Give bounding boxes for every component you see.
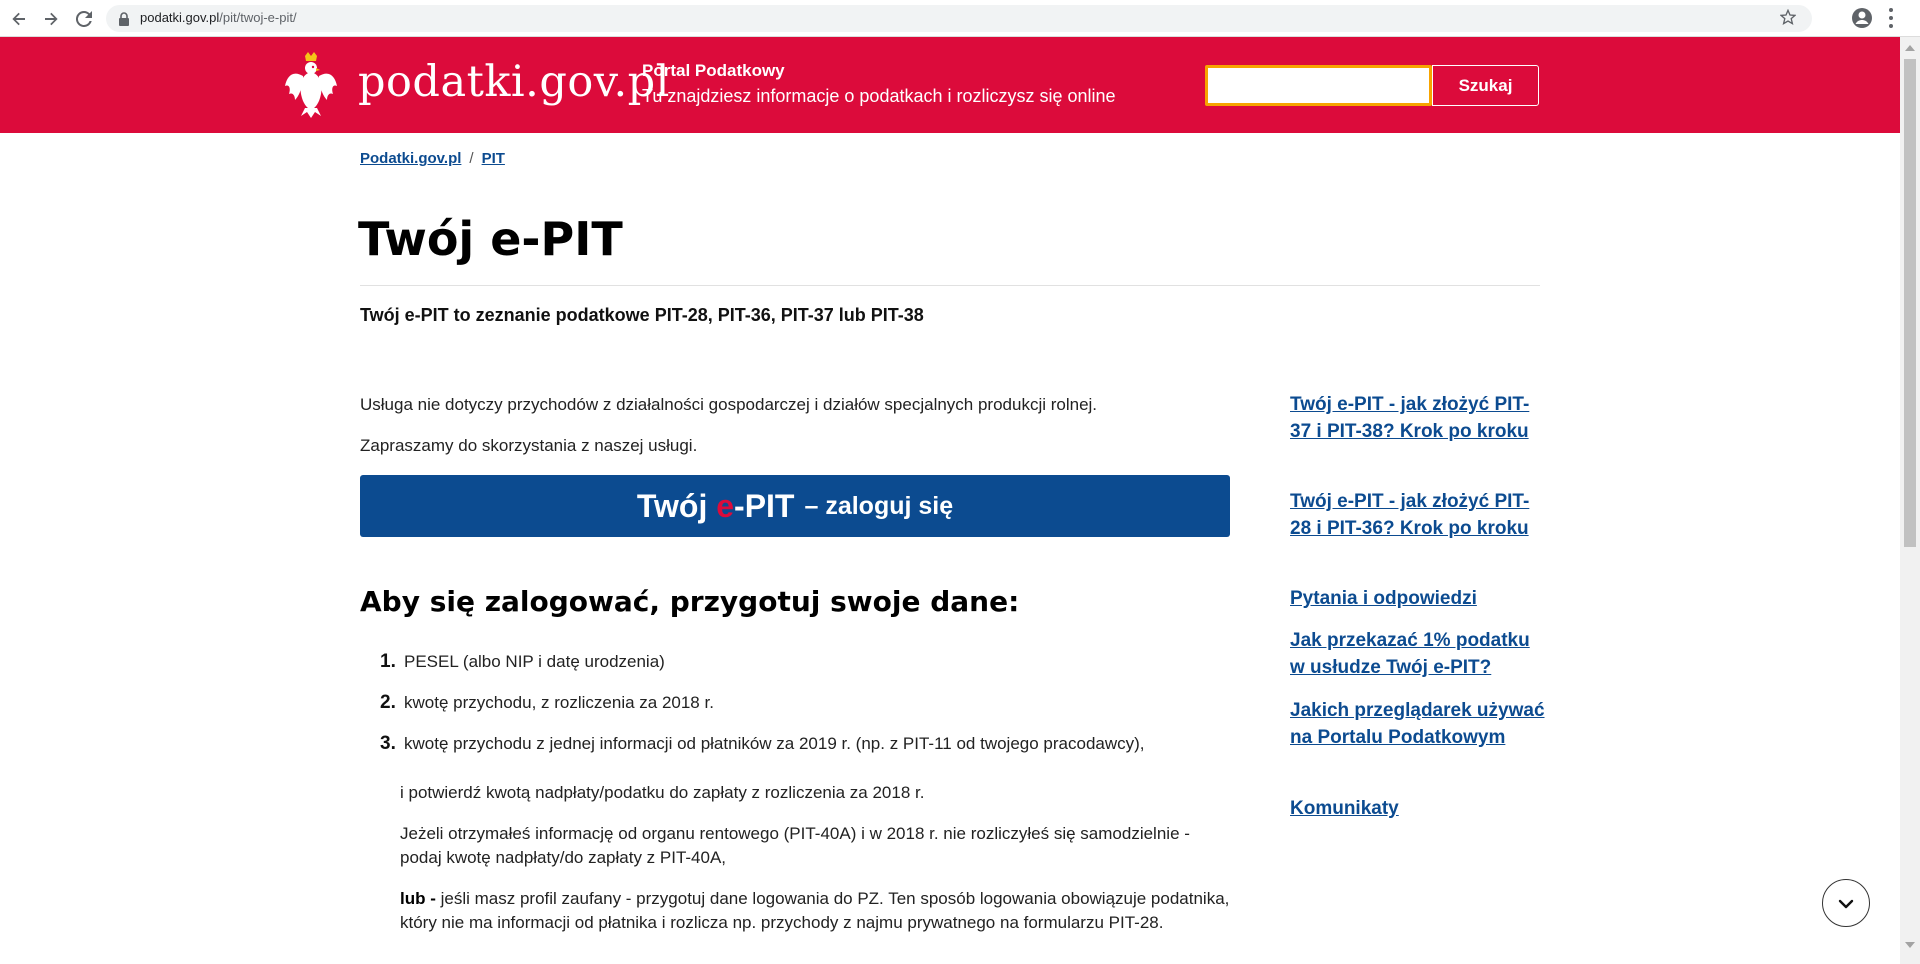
browser-toolbar bbox=[0, 0, 1920, 37]
breadcrumb-pit-link[interactable]: PIT bbox=[481, 150, 505, 167]
scroll-up-arrow[interactable] bbox=[1905, 45, 1915, 51]
chevron-down-icon bbox=[1838, 894, 1854, 913]
trusted-profile-note: lub - jeśli masz profil zaufany - przygotuj dane logowania do PZ. Ten sposób logowania obowiązuje podatnika, który nie ma informacji od płatnika i rozlicza np. przychody z najmu prywatnego na formularzu PIT-28. bbox=[400, 889, 1230, 932]
sidebar-link-pit28-guide[interactable]: Twój e-PIT - jak złożyć PIT-28 i PIT-36? Krok po kroku bbox=[1290, 491, 1530, 539]
portal-title: Portal Podatkowy bbox=[642, 61, 785, 80]
sidebar-link-pit37-guide[interactable]: Twój e-PIT - jak złożyć PIT-37 i PIT-38? Krok po kroku bbox=[1290, 394, 1530, 442]
search-button[interactable]: Szukaj bbox=[1432, 65, 1539, 106]
eagle-emblem-icon[interactable] bbox=[283, 52, 339, 118]
site-header bbox=[0, 37, 1900, 133]
page-title: Twój e-PIT bbox=[358, 212, 623, 266]
login-button[interactable] bbox=[360, 475, 1230, 537]
list-item: 3. kwotę przychodu z jednej informacji od płatników za 2019 r. (np. z PIT-11 od twojego pracodawcy), bbox=[380, 733, 1145, 754]
scroll-down-arrow[interactable] bbox=[1905, 942, 1915, 948]
search-input[interactable] bbox=[1205, 65, 1432, 106]
kebab-menu-icon[interactable] bbox=[1888, 8, 1894, 28]
site-logo-text[interactable]: podatki.gov.pl bbox=[358, 57, 670, 107]
service-note: Usługa nie dotyczy przychodów z działalności gospodarczej i działów specjalnych produkcji rolnej. bbox=[360, 395, 1098, 414]
account-icon[interactable] bbox=[1851, 7, 1873, 29]
scroll-down-button[interactable] bbox=[1822, 879, 1870, 927]
scrollbar-thumb[interactable] bbox=[1904, 59, 1916, 547]
lock-icon bbox=[118, 11, 132, 25]
portal-subtitle: Tu znajdziesz informacje o podatkach i rozliczysz się online bbox=[642, 86, 1116, 106]
breadcrumb-separator: / bbox=[469, 150, 474, 167]
invitation-text: Zapraszamy do skorzystania z naszej usługi. bbox=[360, 436, 698, 455]
reload-icon[interactable] bbox=[73, 8, 95, 30]
list-item: 2. kwotę przychodu, z rozliczenia za 2018 r. bbox=[380, 692, 714, 713]
sidebar-link-announcements[interactable]: Komunikaty bbox=[1290, 798, 1399, 819]
arrow-left-icon[interactable] bbox=[8, 8, 30, 30]
sidebar-link-browsers[interactable]: Jakich przeglądarek używać na Portalu Podatkowym bbox=[1290, 700, 1545, 748]
title-divider bbox=[360, 285, 1540, 286]
breadcrumb bbox=[360, 150, 505, 167]
url-text: podatki.gov.pl/pit/twoj-e-pit/ bbox=[140, 10, 297, 25]
page-scrollbar[interactable] bbox=[1900, 37, 1920, 964]
login-button-label: Twój e-PIT bbox=[636, 487, 795, 524]
sidebar-link-faq[interactable]: Pytania i odpowiedzi bbox=[1290, 588, 1477, 609]
arrow-right-icon[interactable] bbox=[40, 8, 62, 30]
breadcrumb-home-link[interactable]: Podatki.gov.pl bbox=[360, 150, 462, 167]
login-button-sublabel: – zaloguj się bbox=[804, 491, 954, 520]
confirm-text: i potwierdź kwotą nadpłaty/podatku do zapłaty z rozliczenia za 2018 r. bbox=[400, 783, 925, 802]
prep-heading: Aby się zalogować, przygotuj swoje dane: bbox=[360, 585, 1020, 618]
list-item: 1. PESEL (albo NIP i datę urodzenia) bbox=[380, 651, 665, 672]
sidebar-link-one-percent[interactable]: Jak przekazać 1% podatku w usłudze Twój e-PIT? bbox=[1290, 630, 1530, 678]
address-bar[interactable] bbox=[106, 5, 1812, 32]
page-lead: Twój e-PIT to zeznanie podatkowe PIT-28, PIT-36, PIT-37 lub PIT-38 bbox=[360, 305, 924, 325]
pension-note: Jeżeli otrzymałeś informację od organu rentowego (PIT-40A) i w 2018 r. nie rozliczyłeś się samodzielnie - podaj kwotę nadpłaty/do zapłaty z PIT-40A, bbox=[400, 824, 1190, 867]
star-icon[interactable] bbox=[1780, 9, 1798, 27]
